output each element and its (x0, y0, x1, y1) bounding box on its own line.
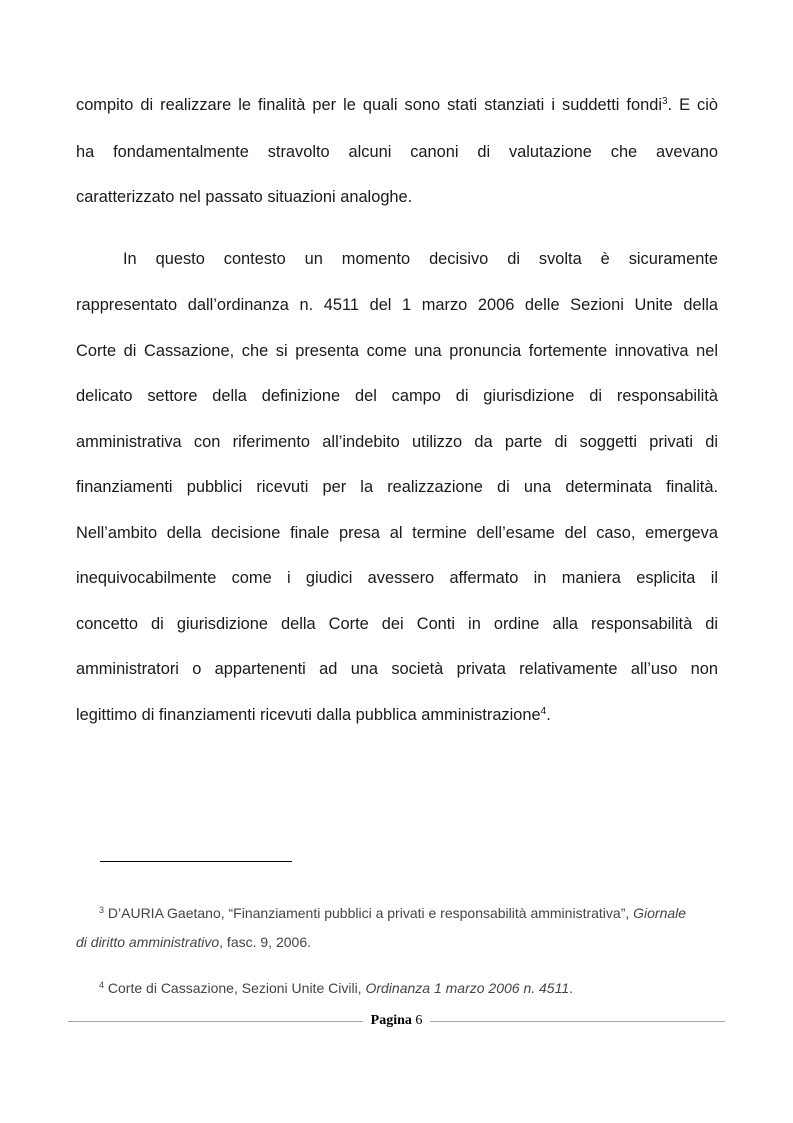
paragraph-2-line-11: legittimo di finanziamenti ricevuti dalla pubblica amministrazione$^4$. (76, 706, 551, 724)
paragraph-2-line-7: Nell’ambito della decisione finale presa al termine dell’esame del caso, emergeva (76, 524, 718, 542)
footer-rule-right (430, 1021, 725, 1022)
footer-rule-left (68, 1021, 363, 1022)
page-number-label: Pagina 6 (370, 1013, 423, 1028)
paragraph-1-line-2: ha fondamentalmente stravolto alcuni canoni di valutazione che avevano (76, 143, 718, 161)
paragraph-2-line-2: rappresentato dall’ordinanza n. 4511 del 1 marzo 2006 delle Sezioni Unite della (76, 296, 718, 314)
paragraph-1-line-1: compito di realizzare le finalità per le quali sono stati stanziati i suddetti fondi$^3$. E ciò (76, 96, 719, 114)
paragraph-2-line-10: amministratori o appartenenti ad una società privata relativamente all’uso non (76, 660, 718, 678)
footnote-separator (100, 861, 292, 862)
paragraph-2-line-5: amministrativa con riferimento all’indebito utilizzo da parte di soggetti privati di (76, 433, 718, 451)
footnote-ref-4[interactable]: 4 (540, 706, 547, 717)
paragraph-2-line-9: concetto di giurisdizione della Corte dei Conti in ordine alla responsabilità di (76, 615, 718, 633)
page-footer (68, 1010, 725, 1032)
page-number: 6 (415, 1013, 423, 1028)
paragraph-2-line-1: In questo contesto un momento decisivo di svolta è sicuramente (123, 250, 718, 268)
paragraph-2-line-8: inequivocabilmente come i giudici avessero affermato in maniera esplicita il (76, 569, 718, 587)
footnote-number: 3 (99, 905, 105, 915)
footnote-4: $^4$ Corte di Cassazione, Sezioni Unite Civili, Ordinanza 1 marzo 2006 n. 4511. (99, 980, 574, 996)
footnote-number: 4 (99, 980, 105, 990)
footnote-3-line-2: di diritto amministrativo, fasc. 9, 2006. (76, 934, 311, 950)
footnote-3-line-1: $^3$ D’AURIA Gaetano, “Finanziamenti pubblici a privati e responsabilità amministrativa”, Giornale (99, 905, 687, 921)
paragraph-1-line-3: caratterizzato nel passato situazioni analoghe. (76, 188, 413, 206)
paragraph-2-line-4: delicato settore della definizione del campo di giurisdizione di responsabilità (76, 387, 718, 405)
paragraph-2-line-6: finanziamenti pubblici ricevuti per la realizzazione di una determinata finalità. (76, 478, 718, 496)
footnote-ref-3[interactable]: 3 (661, 96, 668, 107)
paragraph-2-line-3: Corte di Cassazione, che si presenta come una pronuncia fortemente innovativa nel (76, 342, 718, 360)
